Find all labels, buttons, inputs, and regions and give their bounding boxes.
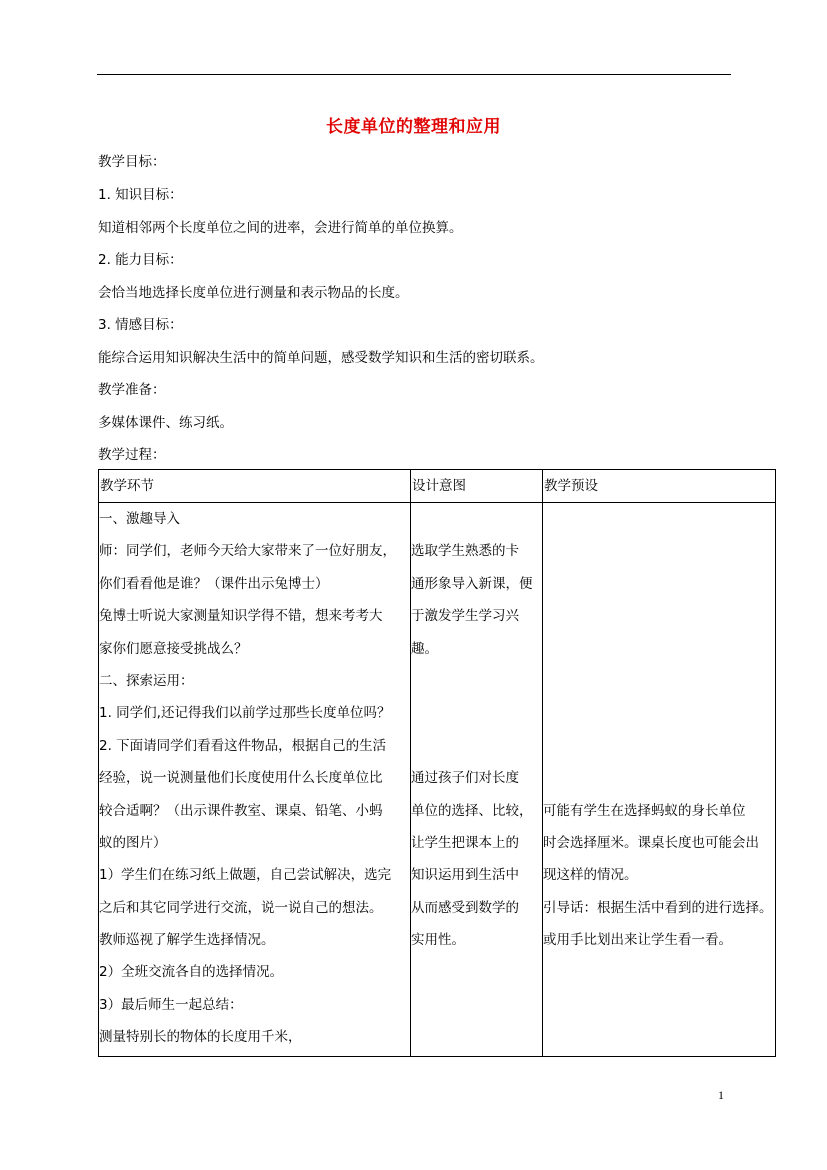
cell-line: 趣。 <box>411 640 438 657</box>
cell-line: 2. 下面请同学们看看这件物品，根据自己的生活 <box>99 737 387 754</box>
cell-line <box>543 762 775 794</box>
table-header-row <box>99 470 776 503</box>
header-rule <box>97 74 731 75</box>
header-teaching-preset: 教学预设 <box>543 470 776 503</box>
cell-line: 你们看看他是谁？（课件出示兔博士） <box>99 575 329 592</box>
document-title: 长度单位的整理和应用 <box>326 117 501 137</box>
objective-heading: 2. 能力目标： <box>98 252 183 268</box>
paragraph: 能综合运用知识解决生活中的简单问题，感受数学知识和生活的密切联系。 <box>98 350 544 366</box>
paragraph: 会恰当地选择长度单位进行测量和表示物品的长度。 <box>98 285 409 301</box>
cell-line: 实用性。 <box>411 932 465 949</box>
cell-line <box>543 730 775 762</box>
cell-line: 于激发学生学习兴 <box>411 608 519 625</box>
section-heading: 教学过程： <box>98 447 166 463</box>
header-teaching-stage: 教学环节 <box>99 470 411 503</box>
cell-line: 教师巡视了解学生选择情况。 <box>99 932 275 949</box>
paragraph: 多媒体课件、练习纸。 <box>98 415 233 431</box>
cell-line: 经验，说一说测量他们长度使用什么长度单位比 <box>99 770 383 787</box>
cell-line: 3）最后师生一起总结： <box>99 996 243 1013</box>
teaching-process-table <box>98 469 776 1057</box>
cell-line: 或用手比划出来让学生看一看。 <box>543 932 732 949</box>
cell-line: 家你们愿意接受挑战么？ <box>99 640 248 657</box>
paragraph: 知道相邻两个长度单位之间的进率，会进行简单的单位换算。 <box>98 220 463 236</box>
cell-line: 兔博士听说大家测量知识学得不错，想来考考大 <box>99 608 383 625</box>
section-heading: 教学目标： <box>98 154 166 170</box>
cell-line: 师：同学们，老师今天给大家带来了一位好朋友， <box>99 543 396 560</box>
cell-line: 引导话：根据生活中看到的进行选择。 <box>543 899 773 916</box>
objective-heading: 1. 知识目标： <box>98 187 183 203</box>
cell-line: 可能有学生在选择蚂蚁的身长单位 <box>543 802 746 819</box>
section-heading: 教学准备： <box>98 382 166 398</box>
cell-line: 选取学生熟悉的卡 <box>411 543 519 560</box>
cell-line: 蚁的图片） <box>99 834 167 851</box>
cell-line: 较合适啊？（出示课件教室、课桌、铅笔、小蚂 <box>99 802 383 819</box>
cell-line: 二、探索运用： <box>99 672 194 689</box>
cell-line <box>543 697 775 729</box>
cell-line: 让学生把课本上的 <box>411 834 519 851</box>
cell-line <box>411 503 542 535</box>
page-number: 1 <box>718 1088 724 1102</box>
cell-line <box>543 665 775 697</box>
cell-line: 从而感受到数学的 <box>411 899 519 916</box>
cell-line: 单位的选择、比较， <box>411 802 533 819</box>
cell-line <box>543 535 775 567</box>
teaching-stage-cell <box>99 503 411 1057</box>
cell-line: 知识运用到生活中 <box>411 867 519 884</box>
cell-line: 2）全班交流各自的选择情况。 <box>99 964 284 981</box>
cell-line <box>543 568 775 600</box>
cell-line <box>543 633 775 665</box>
design-intent-cell <box>411 503 543 1057</box>
cell-line: 通形象导入新课，便 <box>411 575 533 592</box>
cell-line: 通过孩子们对长度 <box>411 770 519 787</box>
cell-line: 时会选择厘米。课桌长度也可能会出 <box>543 834 759 851</box>
table-row <box>99 503 776 1057</box>
cell-line: 1）学生们在练习纸上做题，自己尝试解决，选完 <box>99 867 392 884</box>
cell-line: 测量特别长的物体的长度用千米， <box>99 1029 302 1046</box>
cell-line <box>543 503 775 535</box>
cell-line: 一、激趣导入 <box>99 511 180 527</box>
objective-heading: 3. 情感目标： <box>98 317 183 333</box>
cell-line <box>411 697 542 729</box>
cell-line <box>411 665 542 697</box>
teaching-preset-cell <box>543 503 776 1057</box>
cell-line <box>543 600 775 632</box>
cell-line: 现这样的情况。 <box>543 867 638 884</box>
header-design-intent: 设计意图 <box>411 470 543 503</box>
cell-line <box>411 730 542 762</box>
cell-line: 之后和其它同学进行交流，说一说自己的想法。 <box>99 899 383 916</box>
cell-line: 1. 同学们,还记得我们以前学过那些长度单位吗？ <box>99 705 391 722</box>
